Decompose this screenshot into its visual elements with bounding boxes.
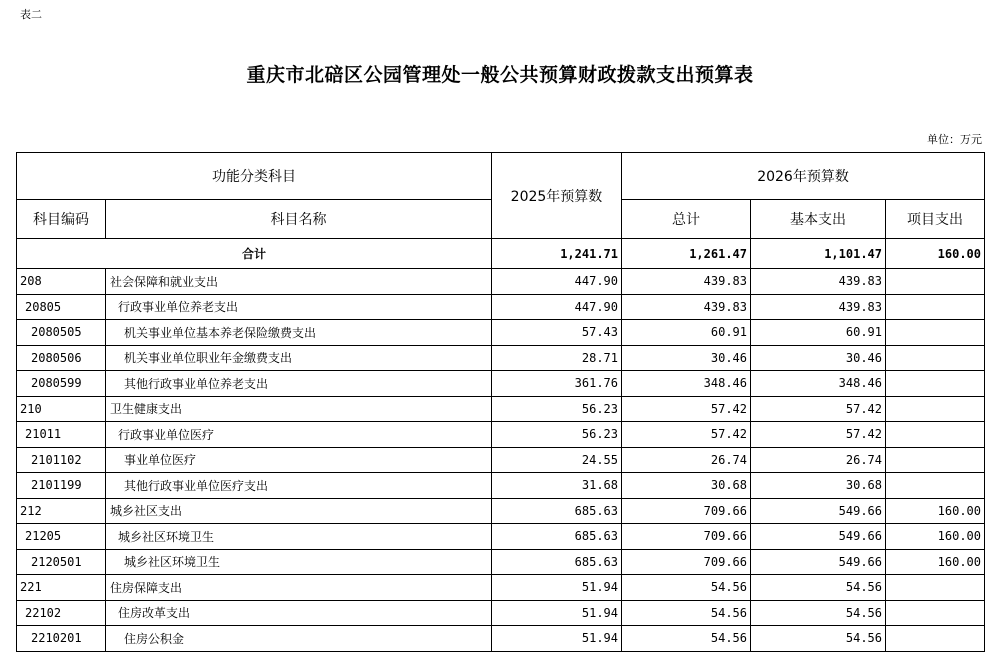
total-2026-total: 1,261.47	[622, 239, 751, 269]
row-budget-2026-total: 57.42	[622, 396, 751, 422]
table-row	[17, 294, 985, 320]
row-budget-2026-project	[886, 422, 985, 448]
row-budget-2025: 56.23	[492, 396, 622, 422]
row-name: 住房保障支出	[106, 575, 492, 601]
row-budget-2026-basic: 60.91	[751, 320, 886, 346]
total-2026-basic: 1,101.47	[751, 239, 886, 269]
row-budget-2025: 24.55	[492, 447, 622, 473]
header-name: 科目名称	[106, 200, 492, 239]
row-budget-2026-total: 54.56	[622, 575, 751, 601]
row-name: 社会保障和就业支出	[106, 269, 492, 295]
row-budget-2026-basic: 348.46	[751, 371, 886, 397]
row-budget-2026-basic: 549.66	[751, 549, 886, 575]
row-code: 212	[17, 498, 106, 524]
table-row	[17, 320, 985, 346]
row-budget-2026-project	[886, 600, 985, 626]
row-name: 城乡社区支出	[106, 498, 492, 524]
row-code: 210	[17, 396, 106, 422]
row-budget-2025: 51.94	[492, 626, 622, 652]
row-budget-2026-total: 439.83	[622, 269, 751, 295]
row-budget-2026-basic: 439.83	[751, 294, 886, 320]
row-budget-2025: 51.94	[492, 575, 622, 601]
total-2025: 1,241.71	[492, 239, 622, 269]
table-row	[17, 447, 985, 473]
row-budget-2025: 447.90	[492, 269, 622, 295]
total-2026-project: 160.00	[886, 239, 985, 269]
table-row	[17, 626, 985, 652]
row-budget-2025: 57.43	[492, 320, 622, 346]
header-code: 科目编码	[17, 200, 106, 239]
row-budget-2026-project	[886, 473, 985, 499]
unit-label: 单位：万元	[927, 133, 982, 146]
header-row-1	[17, 153, 985, 200]
row-budget-2025: 51.94	[492, 600, 622, 626]
table-number-label: 表二	[20, 8, 42, 21]
table-row	[17, 345, 985, 371]
row-budget-2026-total: 60.91	[622, 320, 751, 346]
row-code: 221	[17, 575, 106, 601]
row-budget-2026-total: 57.42	[622, 422, 751, 448]
table-row	[17, 600, 985, 626]
total-label: 合计	[17, 239, 492, 269]
row-budget-2025: 447.90	[492, 294, 622, 320]
row-name: 事业单位医疗	[106, 447, 492, 473]
row-code: 2210201	[17, 626, 106, 652]
row-budget-2026-total: 709.66	[622, 498, 751, 524]
row-budget-2026-project	[886, 626, 985, 652]
row-name: 其他行政事业单位养老支出	[106, 371, 492, 397]
row-code: 22102	[17, 600, 106, 626]
header-total: 总计	[622, 200, 751, 239]
budget-table	[16, 152, 985, 652]
row-budget-2025: 685.63	[492, 549, 622, 575]
table-row	[17, 524, 985, 550]
row-name: 机关事业单位基本养老保险缴费支出	[106, 320, 492, 346]
row-budget-2026-basic: 26.74	[751, 447, 886, 473]
header-budget-2026: 2026年预算数	[622, 153, 985, 200]
row-code: 2080599	[17, 371, 106, 397]
row-code: 20805	[17, 294, 106, 320]
row-budget-2026-project	[886, 345, 985, 371]
total-row	[17, 239, 985, 269]
row-budget-2026-project: 160.00	[886, 549, 985, 575]
row-budget-2026-basic: 54.56	[751, 626, 886, 652]
row-budget-2026-basic: 549.66	[751, 498, 886, 524]
row-budget-2026-basic: 30.46	[751, 345, 886, 371]
row-budget-2026-project: 160.00	[886, 498, 985, 524]
row-name: 其他行政事业单位医疗支出	[106, 473, 492, 499]
row-budget-2026-basic: 549.66	[751, 524, 886, 550]
row-name: 机关事业单位职业年金缴费支出	[106, 345, 492, 371]
row-budget-2026-total: 709.66	[622, 549, 751, 575]
row-budget-2026-basic: 54.56	[751, 575, 886, 601]
row-budget-2025: 28.71	[492, 345, 622, 371]
table-row	[17, 498, 985, 524]
row-budget-2026-project	[886, 320, 985, 346]
table-row	[17, 371, 985, 397]
row-name: 城乡社区环境卫生	[106, 524, 492, 550]
header-budget-2025: 2025年预算数	[492, 153, 622, 239]
row-budget-2026-project	[886, 396, 985, 422]
row-budget-2026-total: 30.46	[622, 345, 751, 371]
row-budget-2026-total: 439.83	[622, 294, 751, 320]
row-code: 2101102	[17, 447, 106, 473]
row-code: 208	[17, 269, 106, 295]
row-budget-2026-total: 30.68	[622, 473, 751, 499]
row-budget-2026-total: 709.66	[622, 524, 751, 550]
row-name: 行政事业单位医疗	[106, 422, 492, 448]
table-row	[17, 422, 985, 448]
row-code: 2101199	[17, 473, 106, 499]
row-budget-2026-basic: 30.68	[751, 473, 886, 499]
row-name: 住房公积金	[106, 626, 492, 652]
table-body	[17, 239, 985, 652]
row-budget-2026-project	[886, 447, 985, 473]
header-basic: 基本支出	[751, 200, 886, 239]
row-name: 住房改革支出	[106, 600, 492, 626]
row-budget-2026-project	[886, 371, 985, 397]
row-code: 21011	[17, 422, 106, 448]
table-row	[17, 575, 985, 601]
row-name: 行政事业单位养老支出	[106, 294, 492, 320]
header-func-class: 功能分类科目	[17, 153, 492, 200]
row-budget-2026-total: 54.56	[622, 600, 751, 626]
table-row	[17, 269, 985, 295]
row-name: 城乡社区环境卫生	[106, 549, 492, 575]
row-budget-2026-project	[886, 294, 985, 320]
row-budget-2026-basic: 57.42	[751, 422, 886, 448]
row-budget-2026-basic: 54.56	[751, 600, 886, 626]
row-budget-2025: 56.23	[492, 422, 622, 448]
row-code: 2080505	[17, 320, 106, 346]
row-budget-2026-project	[886, 269, 985, 295]
page-title: 重庆市北碚区公园管理处一般公共预算财政拨款支出预算表	[246, 64, 754, 86]
row-budget-2026-total: 26.74	[622, 447, 751, 473]
row-budget-2026-basic: 57.42	[751, 396, 886, 422]
row-code: 21205	[17, 524, 106, 550]
header-project: 项目支出	[886, 200, 985, 239]
row-name: 卫生健康支出	[106, 396, 492, 422]
row-budget-2026-basic: 439.83	[751, 269, 886, 295]
row-budget-2025: 361.76	[492, 371, 622, 397]
row-budget-2026-total: 348.46	[622, 371, 751, 397]
row-budget-2026-project: 160.00	[886, 524, 985, 550]
row-budget-2026-project	[886, 575, 985, 601]
row-code: 2120501	[17, 549, 106, 575]
row-code: 2080506	[17, 345, 106, 371]
row-budget-2025: 685.63	[492, 524, 622, 550]
row-budget-2025: 685.63	[492, 498, 622, 524]
table-row	[17, 473, 985, 499]
row-budget-2025: 31.68	[492, 473, 622, 499]
table-row	[17, 396, 985, 422]
table-row	[17, 549, 985, 575]
row-budget-2026-total: 54.56	[622, 626, 751, 652]
